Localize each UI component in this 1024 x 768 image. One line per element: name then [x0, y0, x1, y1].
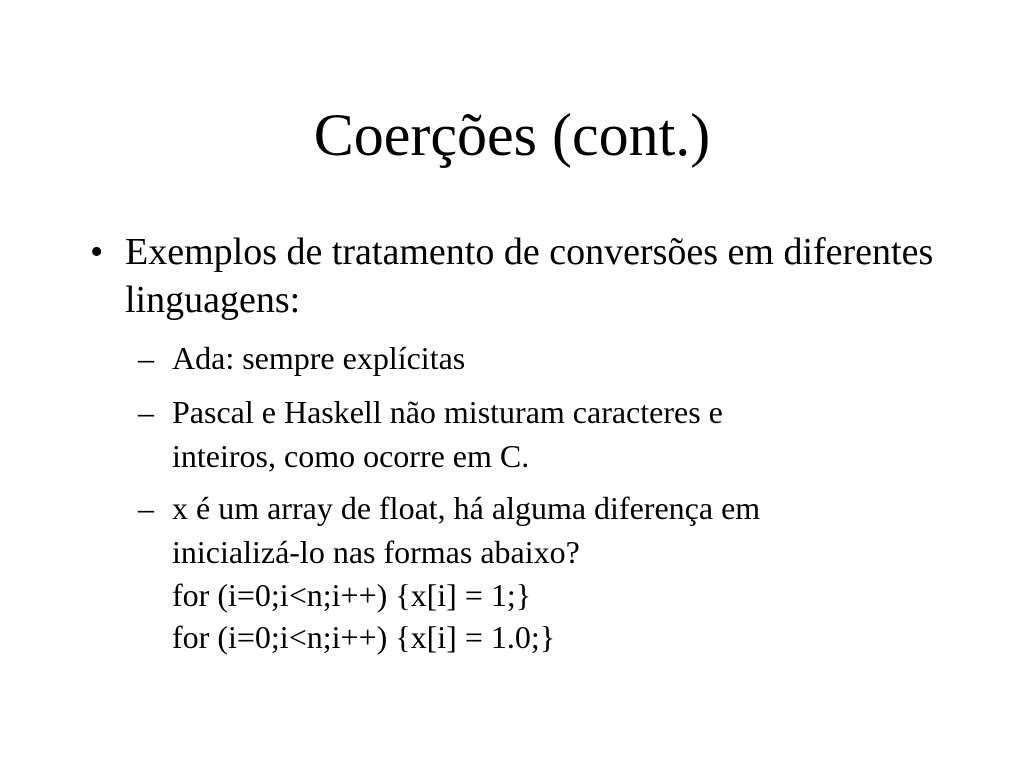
sub-bullet-line: Ada: sempre explícitas [172, 340, 466, 376]
bullet-marker: • [90, 231, 104, 273]
sub-bullet-ada [138, 336, 938, 380]
main-bullet [90, 228, 950, 324]
sub-bullet-line: inteiros, como ocorre em C. [172, 438, 530, 474]
dash-marker: – [138, 340, 154, 376]
dash-marker: – [138, 394, 154, 430]
code-example-int: for (i=0;i<n;i++) {x[i] = 1;} [172, 577, 532, 613]
main-bullet-text: Exemplos de tratamento de conversões em diferentes linguagens: [125, 231, 934, 321]
sub-bullet-line: Pascal e Haskell não misturam caracteres e [172, 394, 723, 430]
dash-marker: – [138, 490, 154, 526]
sub-bullet-line: x é um array de float, há alguma diferença em [172, 490, 761, 526]
sub-bullet-array-float [138, 486, 938, 658]
sub-bullet-pascal-haskell [138, 390, 938, 478]
slide-title: Coerções (cont.) [313, 102, 711, 168]
sub-bullet-line: inicializá-lo nas formas abaixo? [172, 534, 580, 570]
code-example-float: for (i=0;i<n;i++) {x[i] = 1.0;} [172, 619, 556, 655]
